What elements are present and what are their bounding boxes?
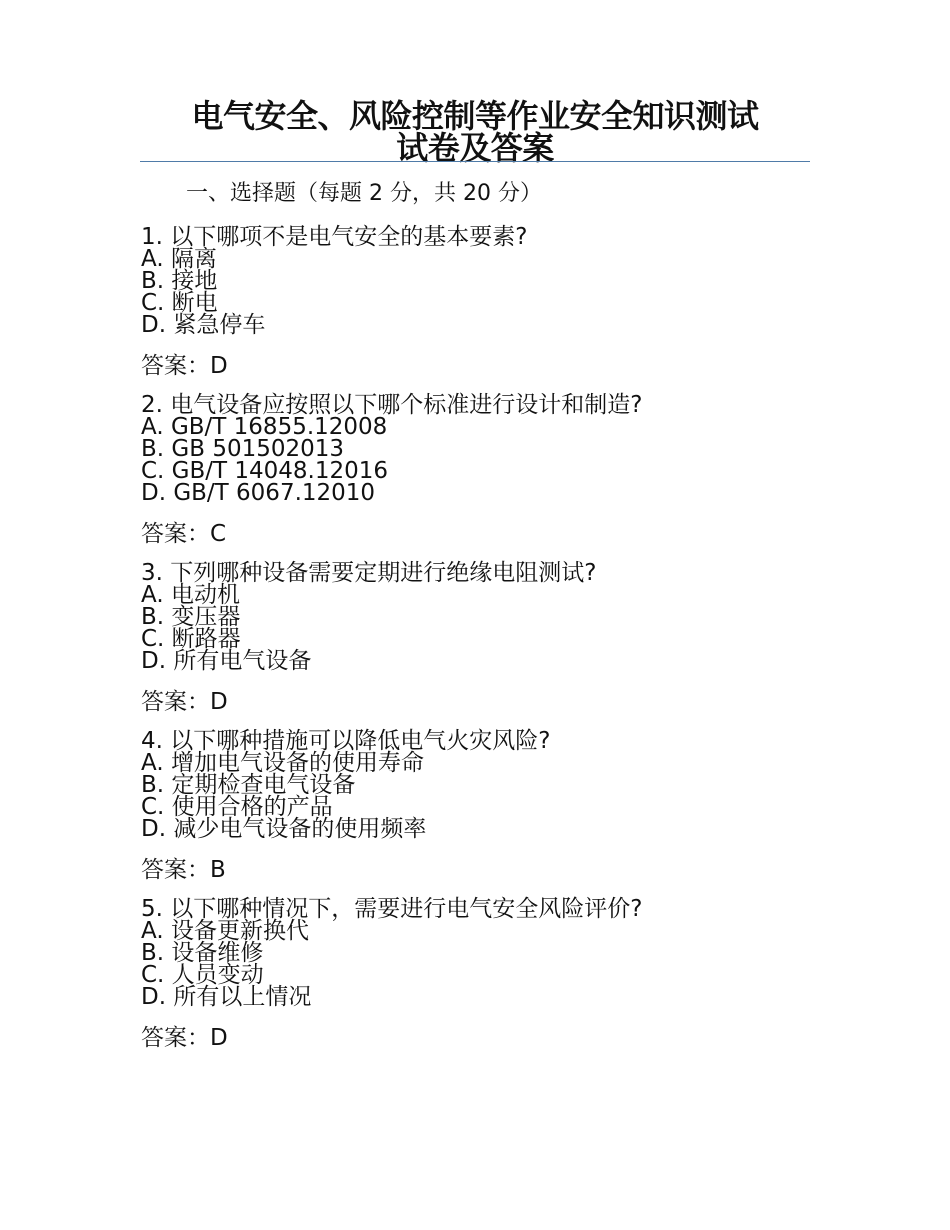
option-a: A. 电动机 (141, 582, 240, 608)
option-d: D. 所有电气设备 (141, 648, 312, 674)
question-text: 5. 以下哪种情况下，需要进行电气安全风险评价? (141, 896, 643, 922)
option-c: C. 断路器 (141, 626, 241, 652)
option-b: B. 变压器 (141, 604, 241, 630)
option-list (141, 584, 821, 672)
option-list (141, 248, 821, 336)
option-b: B. 接地 (141, 268, 218, 294)
question-item (141, 394, 821, 550)
option-d: D. 所有以上情况 (141, 984, 312, 1010)
question-text: 4. 以下哪种措施可以降低电气火灾风险? (141, 728, 551, 754)
option-c: C. GB/T 14048.12016 (141, 458, 389, 484)
option-list (141, 920, 821, 1008)
answer-text: 答案：D (141, 689, 228, 715)
option-b: B. 设备维修 (141, 940, 264, 966)
option-d: D. GB/T 6067.12010 (141, 480, 376, 506)
question-text: 3. 下列哪种设备需要定期进行绝缘电阻测试? (141, 560, 597, 586)
question-text: 2. 电气设备应按照以下哪个标准进行设计和制造? (141, 392, 643, 418)
option-c: C. 人员变动 (141, 962, 264, 988)
question-list (141, 226, 821, 1066)
question-item (141, 226, 821, 382)
question-item (141, 562, 821, 718)
option-a: A. GB/T 16855.12008 (141, 414, 388, 440)
question-text: 1. 以下哪项不是电气安全的基本要素? (141, 224, 528, 250)
section-heading: 一、选择题（每题 2 分，共 20 分） (186, 181, 542, 206)
title-line-2: 试卷及答案 (396, 129, 554, 167)
option-a: A. 增加电气设备的使用寿命 (141, 750, 424, 776)
answer-text: 答案：D (141, 353, 228, 379)
title-line-1: 电气安全、风险控制等作业安全知识测试 (191, 97, 759, 135)
option-c: C. 断电 (141, 290, 218, 316)
document-title (140, 97, 810, 167)
answer-text: 答案：D (141, 1025, 228, 1051)
answer-text: 答案：B (141, 857, 226, 883)
title-underline (140, 161, 810, 162)
option-b: B. 定期检查电气设备 (141, 772, 356, 798)
option-b: B. GB 501502013 (141, 436, 345, 462)
question-item (141, 898, 821, 1054)
option-list (141, 752, 821, 840)
option-d: D. 减少电气设备的使用频率 (141, 816, 427, 842)
question-item (141, 730, 821, 886)
option-list (141, 416, 821, 504)
option-c: C. 使用合格的产品 (141, 794, 333, 820)
option-a: A. 设备更新换代 (141, 918, 309, 944)
option-a: A. 隔离 (141, 246, 217, 272)
option-d: D. 紧急停车 (141, 312, 266, 338)
answer-text: 答案：C (141, 521, 227, 547)
